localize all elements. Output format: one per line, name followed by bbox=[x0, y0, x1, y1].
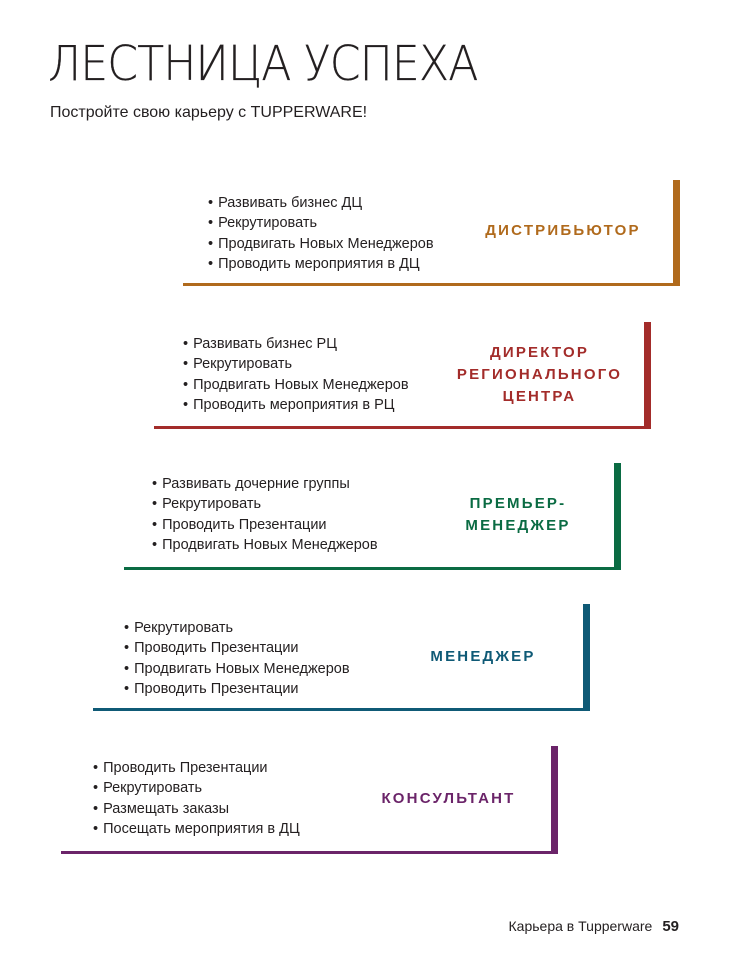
step-base-line bbox=[183, 283, 680, 286]
list-item: • Развивать бизнес ДЦ bbox=[208, 193, 434, 213]
step-tasks-list bbox=[183, 334, 409, 415]
step-tasks-list bbox=[124, 618, 350, 699]
step-tasks-list bbox=[152, 474, 378, 555]
rank-label: КОНСУЛЬТАНТ bbox=[381, 790, 516, 807]
step-riser bbox=[644, 322, 651, 429]
list-item: • Продвигать Новых Менеджеров bbox=[152, 535, 378, 555]
step-distributor bbox=[183, 180, 680, 286]
list-item: • Размещать заказы bbox=[93, 799, 300, 819]
list-item: • Рекрутировать bbox=[93, 778, 300, 798]
page-footer bbox=[509, 918, 679, 935]
list-item: • Продвигать Новых Менеджеров bbox=[208, 234, 434, 254]
step-premier-manager bbox=[124, 463, 621, 570]
step-base-line bbox=[61, 851, 558, 854]
list-item: • Продвигать Новых Менеджеров bbox=[124, 659, 350, 679]
list-item: • Проводить Презентации bbox=[124, 679, 350, 699]
step-riser bbox=[583, 604, 590, 711]
step-riser bbox=[551, 746, 558, 854]
page-title: ЛЕСТНИЦА УСПЕХА bbox=[48, 36, 478, 92]
list-item: • Проводить мероприятия в ДЦ bbox=[208, 254, 434, 274]
list-item: • Проводить мероприятия в РЦ bbox=[183, 395, 409, 415]
step-riser bbox=[614, 463, 621, 570]
step-tasks-list bbox=[208, 193, 434, 274]
list-item: • Рекрутировать bbox=[124, 618, 350, 638]
step-tasks-list bbox=[93, 758, 300, 839]
page-subtitle: Постройте свою карьеру с TUPPERWARE! bbox=[50, 104, 368, 121]
rank-label: ДИРЕКТОР РЕГИОНАЛЬНОГО ЦЕНТРА bbox=[456, 344, 623, 405]
rank-label: МЕНЕДЖЕР bbox=[430, 648, 536, 665]
list-item: • Проводить Презентации bbox=[93, 758, 300, 778]
step-manager bbox=[93, 604, 590, 711]
list-item: • Рекрутировать bbox=[208, 213, 434, 233]
footer-section-title: Карьера в Tupperware bbox=[508, 918, 653, 934]
step-regional-director bbox=[154, 322, 651, 429]
rank-label: ПРЕМЬЕР-МЕНЕДЖЕР bbox=[465, 495, 571, 534]
rank-label: ДИСТРИБЬЮТОР bbox=[485, 222, 641, 239]
step-base-line bbox=[154, 426, 651, 429]
list-item: • Продвигать Новых Менеджеров bbox=[183, 375, 409, 395]
step-riser bbox=[673, 180, 680, 286]
list-item: • Проводить Презентации bbox=[124, 638, 350, 658]
list-item: • Развивать бизнес РЦ bbox=[183, 334, 409, 354]
list-item: • Проводить Презентации bbox=[152, 515, 378, 535]
page-number: 59 bbox=[662, 918, 679, 935]
step-consultant bbox=[61, 746, 558, 854]
list-item: • Рекрутировать bbox=[152, 494, 378, 514]
step-base-line bbox=[93, 708, 590, 711]
list-item: • Рекрутировать bbox=[183, 354, 409, 374]
step-base-line bbox=[124, 567, 621, 570]
list-item: • Развивать дочерние группы bbox=[152, 474, 378, 494]
list-item: • Посещать мероприятия в ДЦ bbox=[93, 819, 300, 839]
